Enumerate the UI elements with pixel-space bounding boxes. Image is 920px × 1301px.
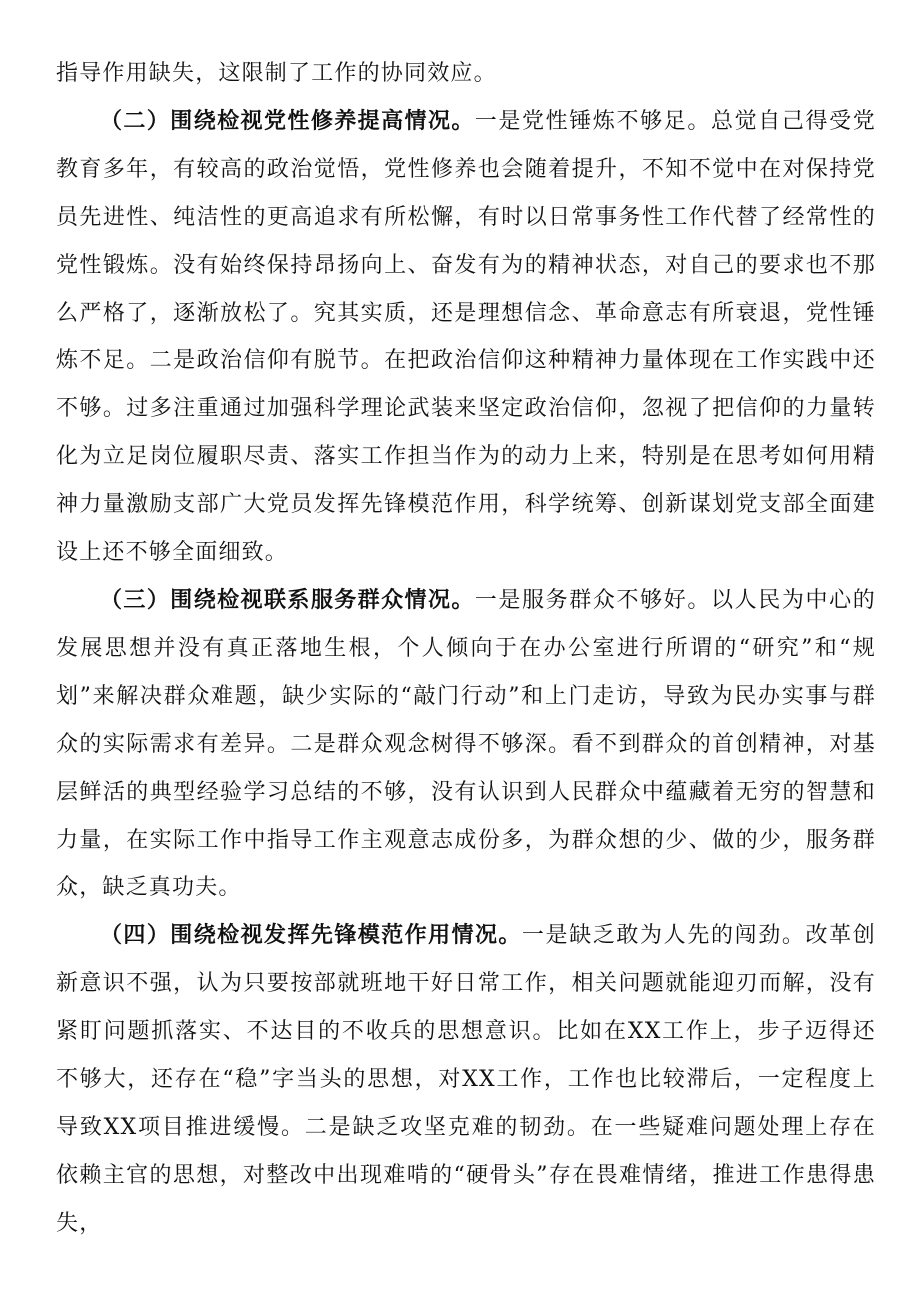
- intro-tail-paragraph: 指导作用缺失，这限制了工作的协同效应。: [56, 61, 497, 86]
- section-two-body: 一是党性锤炼不够足。总觉自己得受党教育多年，有较高的政治觉悟，党性修养也会随着提升，不知不觉中在对保持党员先进性、纯洁性的更高追求有所松懈，有时以日常事务性工作代替了经常性的党性锻炼。没有始终保持昂扬向上、奋发有为的精神状态，对自己的要求也不那么严格了，逐渐放松了。究其实质，还是理想信念、革命意志有所衰退，党性锤炼不足。二是政治信仰有脱节。在把政治信仰这种精神力量体现在工作实践中还不够。过多注重通过加强科学理论武装来坚定政治信仰，忽视了把信仰的力量转化为立足岗位履职尽责、落实工作担当作为的动力上来，特别是在思考如何用精神力量激励支部广大党员发挥先锋模范作用，科学统筹、创新谋划党支部全面建设上还不够全面细致。: [56, 108, 876, 566]
- section-four-body: 一是缺乏敢为人先的闯劲。改革创新意识不强，认为只要按部就班地干好日常工作，相关问题就能迎刃而解，没有紧盯问题抓落实、不达目的不收兵的思想意识。比如在XX工作上，步子迈得还不够大，还存在“稳”字当头的思想，对XX工作，工作也比较滞后，一定程度上导致XX项目推进缓慢。二是缺乏攻坚克难的韧劲。在一些疑难问题处理上存在依赖主官的思想，对整改中出现难啃的“硬骨头”存在畏难情绪，推进工作患得患失，: [56, 923, 876, 1236]
- section-two-paragraph: [56, 98, 876, 577]
- section-three-paragraph: [56, 577, 876, 912]
- document-page: [56, 50, 876, 1248]
- section-two-heading: （二）围绕检视党性修养提高情况。: [100, 108, 475, 134]
- section-three-heading: （三）围绕检视联系服务群众情况。: [100, 587, 475, 613]
- section-three-body: 一是服务群众不够好。以人民为中心的发展思想并没有真正落地生根，个人倾向于在办公室进行所谓的“研究”和“规划”来解决群众难题，缺少实际的“敲门行动”和上门走访，导致为民办实事与群众的实际需求有差异。二是群众观念树得不够深。看不到群众的首创精神，对基层鲜活的典型经验学习总结的不够，没有认识到人民群众中蕴藏着无穷的智慧和力量，在实际工作中指导工作主观意志成份多，为群众想的少、做的少，服务群众，缺乏真功夫。: [56, 587, 876, 901]
- section-four-heading: （四）围绕检视发挥先锋模范作用情况。: [100, 923, 522, 949]
- section-four-paragraph: [56, 912, 876, 1247]
